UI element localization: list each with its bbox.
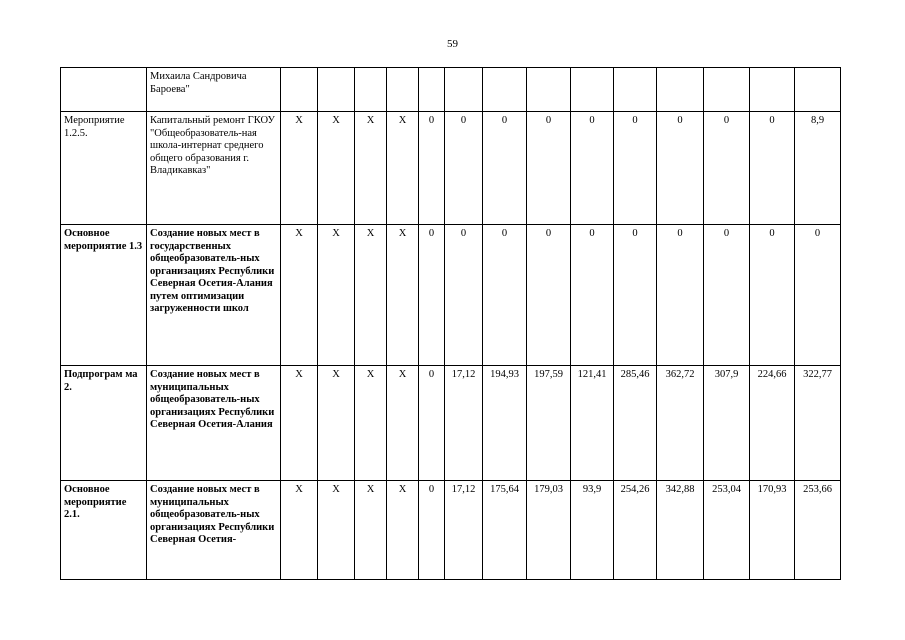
page-number: 59 <box>447 38 458 50</box>
row-value: X <box>355 366 387 481</box>
row-name: Капитальный ремонт ГКОУ "Общеобразователь-ная школа-интернат среднего общего образования г. Владикавказ" <box>147 112 281 225</box>
row-code: Основное мероприятие 2.1. <box>61 481 147 580</box>
table-row <box>61 481 841 580</box>
row-value: 0 <box>527 225 571 366</box>
row-value: X <box>387 112 419 225</box>
row-value: 0 <box>419 112 445 225</box>
row-value: 224,66 <box>750 366 795 481</box>
row-value: 0 <box>750 225 795 366</box>
row-value <box>750 68 795 112</box>
row-name: Михаила Сандровича Бароева" <box>147 68 281 112</box>
row-name: Создание новых мест в государственных общеобразователь-ных организациях Республики Северная Осетия-Алания путем оптимизации загруженности школ <box>147 225 281 366</box>
row-value: 0 <box>614 225 657 366</box>
row-value: 0 <box>483 225 527 366</box>
row-value: 285,46 <box>614 366 657 481</box>
row-value: 0 <box>657 112 704 225</box>
row-value: X <box>318 225 355 366</box>
table-body <box>61 68 841 580</box>
row-value <box>571 68 614 112</box>
row-value: 0 <box>704 112 750 225</box>
row-value: 0 <box>750 112 795 225</box>
row-name: Создание новых мест в муниципальных общеобразователь-ных организациях Республики Северная Осетия- <box>147 481 281 580</box>
row-value: X <box>387 225 419 366</box>
row-value: X <box>355 481 387 580</box>
row-value: 93,9 <box>571 481 614 580</box>
row-value: X <box>281 225 318 366</box>
row-value: 0 <box>571 225 614 366</box>
row-value: X <box>281 112 318 225</box>
row-value: X <box>318 366 355 481</box>
row-value: X <box>355 225 387 366</box>
row-value: 0 <box>419 225 445 366</box>
row-value: 179,03 <box>527 481 571 580</box>
row-value <box>527 68 571 112</box>
row-value: 17,12 <box>445 481 483 580</box>
table-row <box>61 112 841 225</box>
row-value: 253,66 <box>795 481 841 580</box>
table-row <box>61 225 841 366</box>
row-code <box>61 68 147 112</box>
row-value: 8,9 <box>795 112 841 225</box>
row-value <box>795 68 841 112</box>
row-value: 197,59 <box>527 366 571 481</box>
row-code: Подпрограм ма 2. <box>61 366 147 481</box>
row-value: 0 <box>614 112 657 225</box>
row-value: 253,04 <box>704 481 750 580</box>
row-value: 17,12 <box>445 366 483 481</box>
row-value <box>387 68 419 112</box>
row-value: 0 <box>657 225 704 366</box>
budget-table <box>60 67 841 580</box>
row-value: 0 <box>445 112 483 225</box>
table-row <box>61 68 841 112</box>
row-value: 362,72 <box>657 366 704 481</box>
row-value: 0 <box>483 112 527 225</box>
row-value <box>355 68 387 112</box>
row-value: 0 <box>527 112 571 225</box>
row-value: X <box>281 481 318 580</box>
row-value: X <box>387 481 419 580</box>
row-code: Основное мероприятие 1.3 <box>61 225 147 366</box>
row-value <box>281 68 318 112</box>
row-value: 0 <box>704 225 750 366</box>
row-value: 175,64 <box>483 481 527 580</box>
row-value <box>657 68 704 112</box>
row-value: 322,77 <box>795 366 841 481</box>
row-value: 0 <box>795 225 841 366</box>
row-value: 170,93 <box>750 481 795 580</box>
row-value <box>419 68 445 112</box>
row-value: 307,9 <box>704 366 750 481</box>
row-value <box>704 68 750 112</box>
row-value: 194,93 <box>483 366 527 481</box>
row-value: 0 <box>445 225 483 366</box>
row-value <box>614 68 657 112</box>
row-value <box>445 68 483 112</box>
row-value: X <box>318 481 355 580</box>
row-value: X <box>387 366 419 481</box>
row-value <box>483 68 527 112</box>
row-value: 0 <box>419 481 445 580</box>
row-value: X <box>281 366 318 481</box>
table-row <box>61 366 841 481</box>
row-value: X <box>318 112 355 225</box>
row-value: 0 <box>571 112 614 225</box>
row-value <box>318 68 355 112</box>
row-value: 0 <box>419 366 445 481</box>
row-value: X <box>355 112 387 225</box>
row-name: Создание новых мест в муниципальных общеобразователь-ных организациях Республики Северная Осетия-Алания <box>147 366 281 481</box>
row-value: 342,88 <box>657 481 704 580</box>
row-value: 121,41 <box>571 366 614 481</box>
row-code: Мероприятие 1.2.5. <box>61 112 147 225</box>
row-value: 254,26 <box>614 481 657 580</box>
